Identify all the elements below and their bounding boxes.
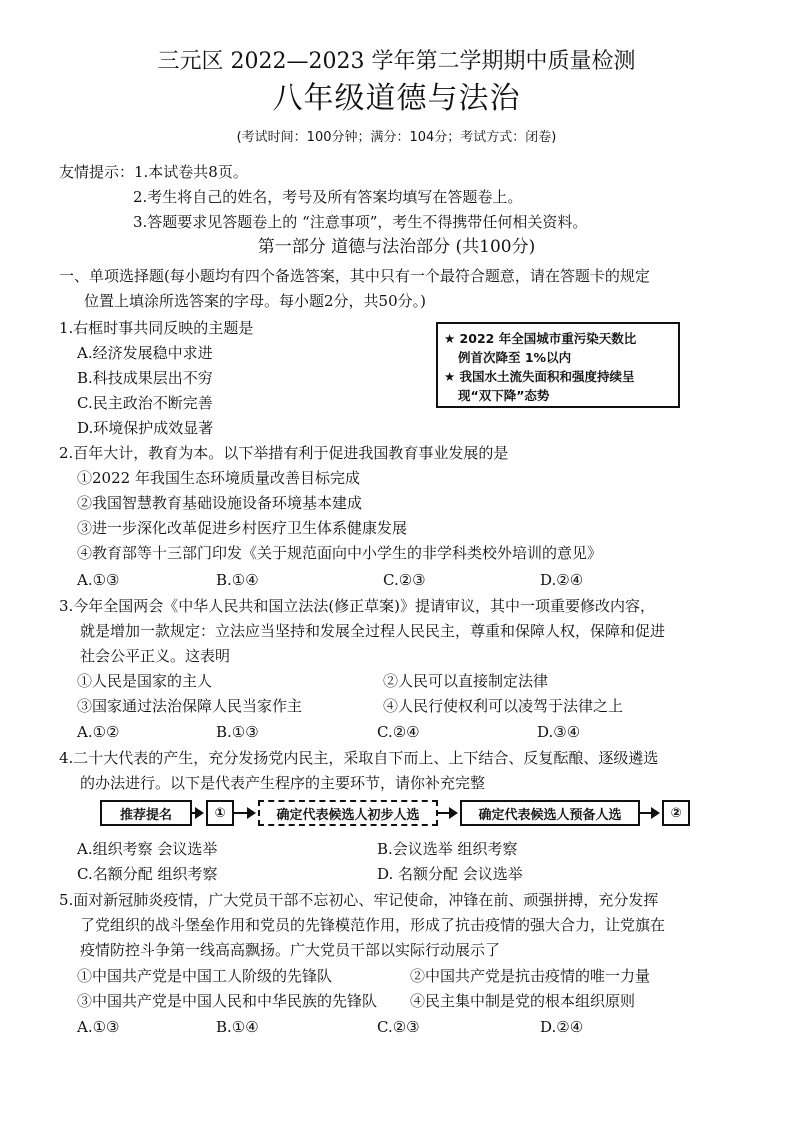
q3-statement-1: ①人民是国家的主人: [77, 672, 213, 690]
q1-option-c: C.民主政治不断完善: [77, 394, 213, 412]
q3-stem-line-1: 3.今年全国两会《中华人民共和国立法法(修正草案)》提请审议，其中一项重要修改内容，: [59, 597, 656, 615]
part-title: 第一部分 道德与法治部分 (共100分): [257, 237, 536, 257]
q4-stem-line-2: 的办法进行。以下是代表产生程序的主要环节，请你补充完整: [80, 774, 486, 792]
flow-step-preliminary: 确定代表候选人初步人选: [258, 800, 438, 826]
q1-stem: 1.右框时事共同反映的主题是: [59, 319, 254, 337]
q1-box-line-1: ★ 2022 年全国城市重污染天数比: [444, 331, 637, 346]
section-heading-line-2: 位置上填涂所选答案的字母。每小题2分，共50分。): [84, 292, 426, 310]
q2-option-c: C.②③: [383, 571, 426, 589]
q3-option-d: D.③④: [537, 723, 581, 741]
q3-stem-line-3: 社会公平正义。这表明: [80, 647, 231, 665]
q1-news-box: [436, 322, 680, 408]
q4-stem-line-1: 4.二十大代表的产生，充分发扬党内民主，采取自下而上、上下结合、反复酝酿、逐级遴选: [59, 749, 659, 767]
q5-option-b: B.①④: [216, 1018, 259, 1036]
q5-statement-1: ①中国共产党是中国工人阶级的先锋队: [77, 967, 333, 985]
exam-info: (考试时间：100分钟；满分：104分；考试方式：闭卷): [236, 130, 557, 145]
flow-arrow-1: [192, 812, 202, 814]
q5-statement-3: ③中国共产党是中国人民和中华民族的先锋队: [77, 992, 378, 1010]
subject-title: 八年级道德与法治: [272, 81, 521, 116]
tip-line-3: 3.答题要求见答题卷上的 “注意事项”，考生不得携带任何相关资料。: [133, 213, 588, 231]
q1-option-d: D.环境保护成效显著: [77, 419, 214, 437]
q5-stem-line-1: 5.面对新冠肺炎疫情，广大党员干部不忘初心、牢记使命，冲锋在前、顽强拼搏，充分发挥: [59, 891, 659, 909]
q3-statement-3: ③国家通过法治保障人民当家作主: [77, 697, 303, 715]
q2-option-d: D.②④: [540, 571, 584, 589]
flow-step-blank-1: ①: [206, 800, 234, 826]
exam-title: 三元区 2022—2023 学年第二学期期中质量检测: [157, 49, 636, 74]
q1-box-line-4: 现“双下降”态势: [458, 388, 550, 403]
q5-statement-4: ④民主集中制是党的根本组织原则: [410, 992, 636, 1010]
q4-option-d: D. 名额分配 会议选举: [377, 865, 523, 883]
flow-arrow-4: [640, 812, 658, 814]
q5-stem-line-3: 疫情防控斗争第一线高高飘扬。广大党员干部以实际行动展示了: [80, 941, 501, 959]
q2-statement-3: ③进一步深化改革促进乡村医疗卫生体系健康发展: [77, 519, 408, 537]
q5-statement-2: ②中国共产党是抗击疫情的唯一力量: [410, 967, 651, 985]
q2-statement-2: ②我国智慧教育基础设施设备环境基本建成: [77, 494, 363, 512]
q1-option-a: A.经济发展稳中求进: [77, 344, 213, 362]
tip-line-2: 2.考生将自己的姓名，考号及所有答案均填写在答题卷上。: [133, 188, 523, 206]
q3-statement-2: ②人民可以直接制定法律: [383, 672, 549, 690]
q3-option-a: A.①②: [77, 723, 120, 741]
q2-statement-4: ④教育部等十三部门印发《关于规范面向中小学生的非学科类校外培训的意见》: [77, 544, 603, 562]
flow-arrow-2: [234, 812, 254, 814]
q3-option-b: B.①③: [216, 723, 259, 741]
tip-line-1: 友情提示：1.本试卷共8页。: [59, 163, 248, 181]
q3-stem-line-2: 就是增加一款规定：立法应当坚持和发展全过程人民民主，尊重和保障人权，保障和促进: [80, 622, 666, 640]
q2-statement-1: ①2022 年我国生态环境质量改善目标完成: [77, 469, 360, 487]
section-heading-line-1: 一、单项选择题(每小题均有四个备选答案，其中只有一个最符合题意，请在答题卡的规定: [59, 267, 650, 285]
q5-option-a: A.①③: [77, 1018, 120, 1036]
q5-stem-line-2: 了党组织的战斗堡垒作用和党员的先锋模范作用，形成了抗击疫情的强大合力，让党旗在: [80, 916, 666, 934]
q2-option-a: A.①③: [77, 571, 120, 589]
q3-option-c: C.②④: [377, 723, 420, 741]
flow-step-nominate: 推荐提名: [100, 800, 192, 826]
q2-option-b: B.①④: [216, 571, 259, 589]
q5-option-d: D.②④: [540, 1018, 584, 1036]
q1-box-line-3: ★ 我国水土流失面积和强度持续呈: [444, 369, 635, 384]
q1-option-b: B.科技成果层出不穷: [77, 369, 213, 387]
q5-option-c: C.②③: [377, 1018, 420, 1036]
flow-step-reserve: 确定代表候选人预备人选: [460, 800, 640, 826]
flow-arrow-3: [438, 812, 456, 814]
q4-option-a: A.组织考察 会议选举: [77, 840, 218, 858]
q1-box-line-2: 例首次降至 1%以内: [458, 350, 572, 365]
q4-option-b: B.会议选举 组织考察: [377, 840, 518, 858]
q4-option-c: C.名额分配 组织考察: [77, 865, 218, 883]
q3-statement-4: ④人民行使权利可以凌驾于法律之上: [383, 697, 624, 715]
flow-step-blank-2: ②: [662, 800, 690, 826]
q2-stem: 2.百年大计，教育为本。以下举措有利于促进我国教育事业发展的是: [59, 444, 509, 462]
